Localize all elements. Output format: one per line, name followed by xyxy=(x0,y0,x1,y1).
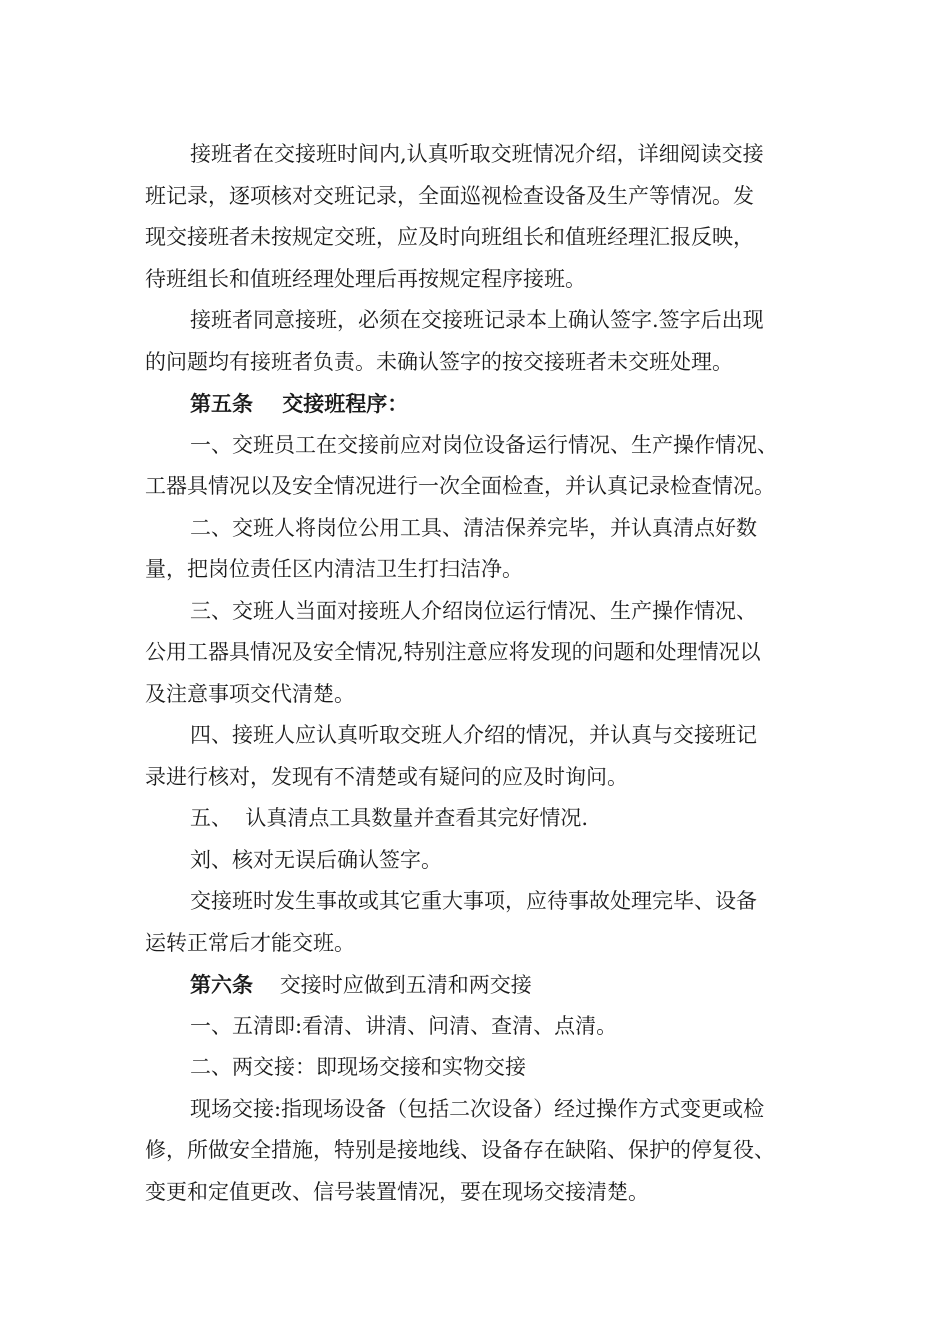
text-line: 及注意事项交代清楚。 xyxy=(145,681,355,706)
heading-text: 交接时应做到五清和两交接 xyxy=(253,973,532,997)
heading-label: 第六条 xyxy=(190,972,253,997)
list-item-2 xyxy=(145,508,825,591)
text-line: 修，所做安全措施，特别是接地线、设备存在缺陷、保护的停复役、 xyxy=(145,1138,775,1162)
list-item-6 xyxy=(145,840,825,882)
paragraph-signature xyxy=(145,300,825,383)
text-line: 待班组长和值班经理处理后再按规定程序接班。 xyxy=(145,266,586,291)
text-line: 二、交班人将岗位公用工具、清洁保养完毕，并认真清点好数 xyxy=(190,515,757,540)
list-item-five-clears xyxy=(145,1006,825,1048)
paragraph-onsite-handover xyxy=(145,1089,825,1214)
heading-text: 第五条 交接班程序： xyxy=(190,391,409,416)
text-line: 现交接班者未按规定交班，应及时向班组长和值班经理汇报反映， xyxy=(145,225,754,249)
list-item-4 xyxy=(145,715,825,798)
list-item-5 xyxy=(145,798,825,840)
text-line: 运转正常后才能交班。 xyxy=(145,930,355,955)
text-line: 公用工器具情况及安全情况,特别注意应将发现的问题和处理情况以 xyxy=(145,640,761,664)
text-line: 的问题均有接班者负责。未确认签字的按交接班者未交班处理。 xyxy=(145,349,733,374)
text-line: 三、交班人当面对接班人介绍岗位运行情况、生产操作情况、 xyxy=(190,598,757,623)
text-line: 录进行核对，发现有不清楚或有疑问的应及时询问。 xyxy=(145,764,628,789)
paragraph-takeover-procedure xyxy=(145,134,825,300)
text-line: 现场交接:指现场设备（包括二次设备）经过操作方式变更或检 xyxy=(190,1096,765,1121)
text-line: 工器具情况以及安全情况进行一次全面检查，并认真记录检查情况。 xyxy=(145,474,775,498)
article-6-heading xyxy=(145,964,825,1006)
text-line: 五、 认真清点工具数量并查看其完好情况. xyxy=(190,806,589,830)
text-line: 交接班时发生事故或其它重大事项，应待事故处理完毕、设备 xyxy=(190,889,757,913)
list-item-1 xyxy=(145,425,825,508)
document-body xyxy=(145,134,825,1213)
list-item-3 xyxy=(145,591,825,716)
paragraph-accident xyxy=(145,881,825,964)
heading-line xyxy=(145,964,825,1006)
text-line: 一、交班员工在交接前应对岗位设备运行情况、生产操作情况、 xyxy=(190,432,778,457)
text-line: 一、五清即:看清、讲清、问清、查清、点清。 xyxy=(190,1013,618,1038)
text-line: 刘、核对无误后确认签字。 xyxy=(190,847,442,872)
text-line: 量，把岗位责任区内清洁卫生打扫洁净。 xyxy=(145,557,523,581)
article-5-heading xyxy=(145,383,825,425)
text-line: 接班者在交接班时间内,认真听取交班情况介绍，详细阅读交接 xyxy=(190,142,764,166)
text-line: 班记录，逐项核对交班记录，全面巡视检查设备及生产等情况。发 xyxy=(145,183,754,208)
text-line: 接班者同意接班，必须在交接班记录本上确认签字.签字后出现 xyxy=(190,308,764,332)
text-line: 变更和定值更改、信号装置情况，要在现场交接清楚。 xyxy=(145,1179,649,1204)
text-line: 二、两交接：即现场交接和实物交接 xyxy=(190,1055,526,1079)
list-item-two-handovers xyxy=(145,1047,825,1089)
text-line: 四、接班人应认真听取交班人介绍的情况，并认真与交接班记 xyxy=(190,723,757,747)
